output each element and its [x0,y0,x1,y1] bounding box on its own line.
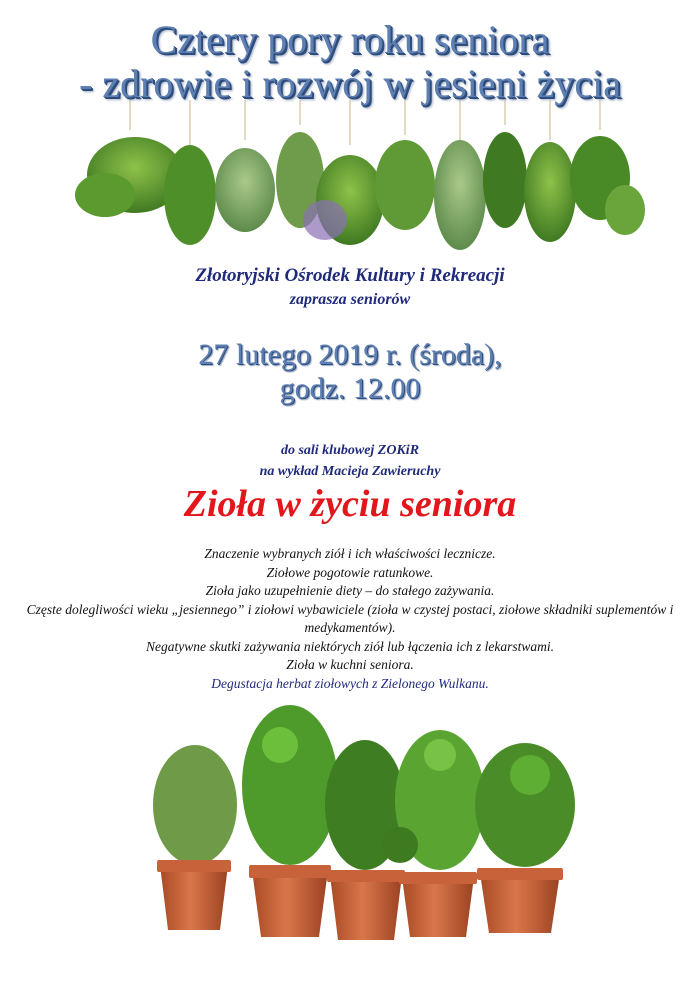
tasting-note: Degustacja herbat ziołowych z Zielonego Wulkanu. [211,675,489,691]
topic-item: Znaczenie wybranych ziół i ich właściwości lecznicze. [204,546,496,561]
venue-text: do sali klubowej ZOKiR [280,443,420,458]
hanging-herbs-image [60,100,660,265]
event-title-line-1: Cztery pory roku seniora [150,17,550,62]
topics-list [10,545,690,693]
venue-block [0,440,700,482]
organizer-block [0,263,700,311]
lecture-title: Zioła w życiu seniora [183,483,517,525]
topic-item: Zioła jako uzupełnienie diety – do stałego zażywania. [205,583,495,598]
topic-item: Negatywne skutki zażywania niektórych ziół lub łączenia ich z lekarstwami. [146,638,554,654]
event-date: 27 lutego 2019 r. (środa), [198,338,502,371]
topic-item: Zioła w kuchni seniora. [286,657,414,672]
event-datetime [0,338,700,406]
event-title [0,18,700,106]
lecture-intro: na wykład Macieja Zawieruchy [259,464,441,479]
topic-item: Ziołowe pogotowie ratunkowe. [266,564,434,580]
organizer-name: Złotoryjski Ośrodek Kultury i Rekreacji [195,265,505,286]
potted-herbs-image [140,705,580,945]
event-time: godz. 12.00 [279,372,421,405]
event-title-line-2: - zdrowie i rozwój w jesieni życia [78,61,621,106]
topic-item: Częste dolegliwości wieku „jesiennego” i ziołowi wybawiciele (zioła w czystej postaci, ziołowe składniki suplementów i medykamentów). [26,601,674,635]
invite-text: zaprasza seniorów [289,291,411,308]
